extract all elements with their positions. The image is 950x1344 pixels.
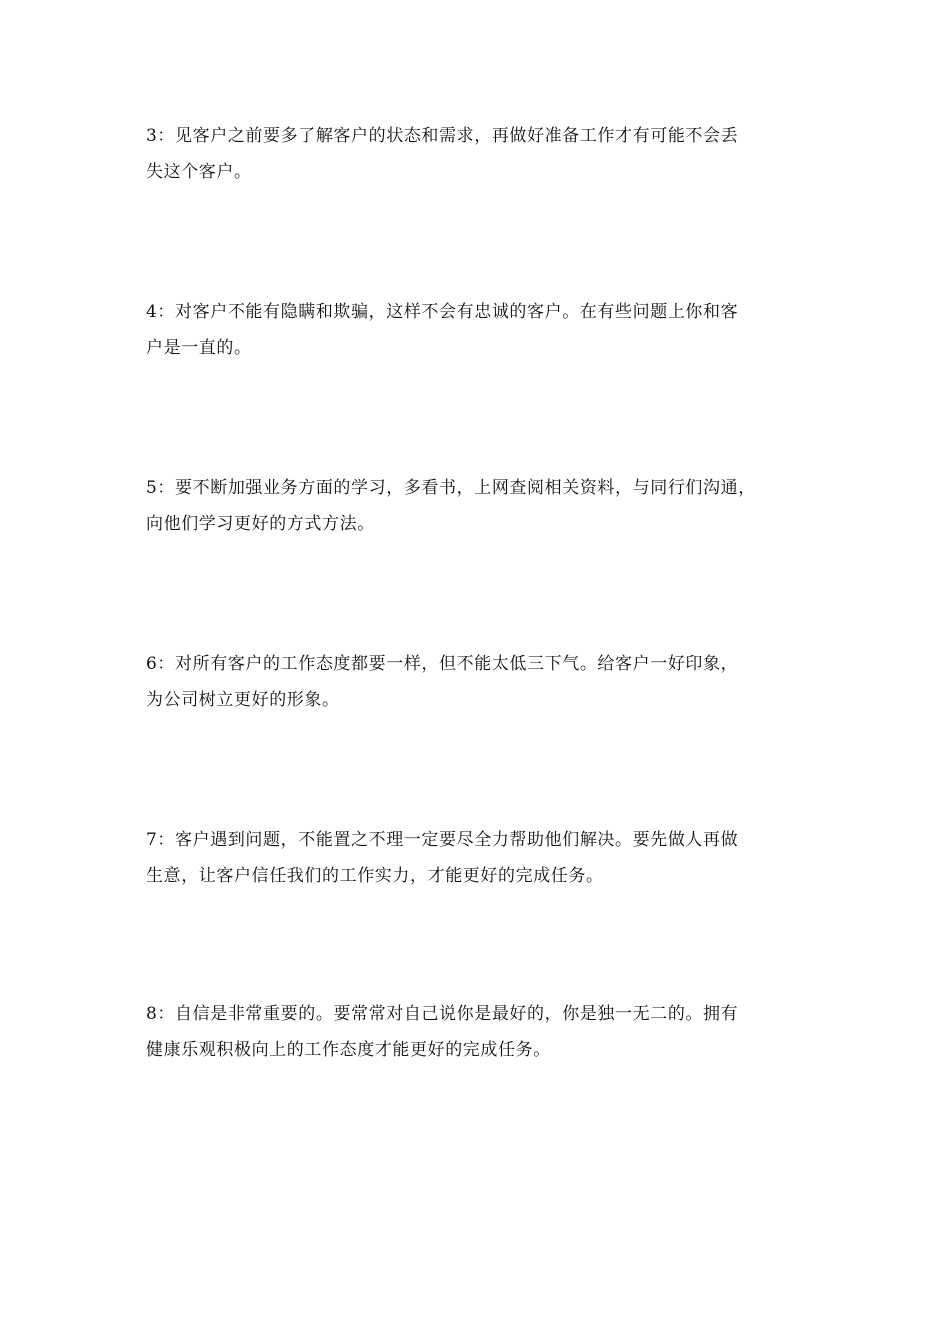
paragraph-line: 5：要不断加强业务方面的学习，多看书，上网查阅相关资料，与同行们沟通， [146,478,756,498]
paragraph-line: 生意，让客户信任我们的工作实力，才能更好的完成任务。 [146,866,604,886]
paragraph-item-3 [146,118,810,190]
paragraph-line: 4：对客户不能有隐瞒和欺骗，这样不会有忠诚的客户。在有些问题上你和客 [146,302,739,322]
paragraph-line: 失这个客户。 [146,162,252,182]
paragraph-line: 3：见客户之前要多了解客户的状态和需求，再做好准备工作才有可能不会丢 [146,126,739,146]
paragraph-line: 8：自信是非常重要的。要常常对自己说你是最好的，你是独一无二的。拥有 [146,1004,739,1024]
paragraph-line: 向他们学习更好的方式方法。 [146,514,375,534]
paragraph-line: 7：客户遇到问题，不能置之不理一定要尽全力帮助他们解决。要先做人再做 [146,830,739,850]
paragraph-item-6 [146,646,810,718]
paragraph-item-8 [146,996,810,1068]
paragraph-line: 6：对所有客户的工作态度都要一样，但不能太低三下气。给客户一好印象， [146,654,739,674]
paragraph-line: 为公司树立更好的形象。 [146,690,340,710]
paragraph-line: 户是一直的。 [146,338,252,358]
paragraph-item-4 [146,294,810,366]
paragraph-item-7 [146,822,810,894]
paragraph-line: 健康乐观积极向上的工作态度才能更好的完成任务。 [146,1040,551,1060]
paragraph-item-5 [146,470,810,542]
